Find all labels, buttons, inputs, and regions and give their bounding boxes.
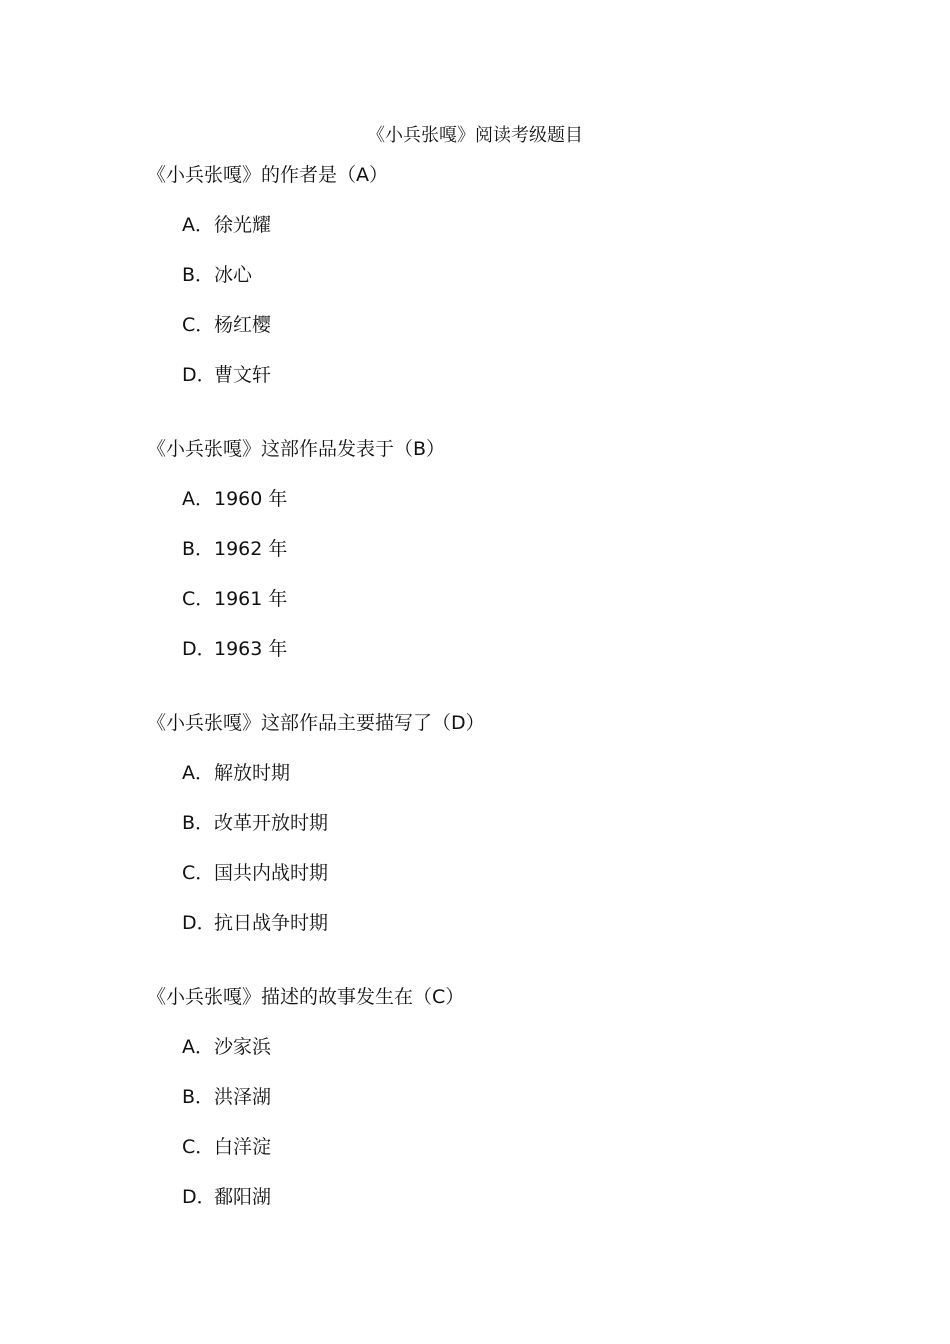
option-letter: A． <box>182 762 214 784</box>
question-3-stem: 《小兵张嘎》这部作品主要描写了（D） <box>147 712 485 734</box>
option-letter: B． <box>182 812 215 834</box>
option-text: 1963 年 <box>214 638 288 660</box>
option-letter: D． <box>182 912 216 934</box>
question-2-option-b <box>182 536 287 562</box>
option-letter: D． <box>182 638 216 660</box>
option-letter: C． <box>182 588 215 610</box>
option-letter: C． <box>182 862 215 884</box>
option-letter: B． <box>182 538 215 560</box>
option-text: 解放时期 <box>214 762 291 784</box>
question-4-option-a <box>182 1034 271 1060</box>
question-2-stem: 《小兵张嘎》这部作品发表于（B） <box>147 438 446 460</box>
option-text: 曹文轩 <box>214 364 272 386</box>
option-text: 洪泽湖 <box>214 1086 272 1108</box>
option-text: 鄱阳湖 <box>214 1186 272 1208</box>
option-text: 抗日战争时期 <box>214 912 329 934</box>
question-1-option-a <box>182 212 271 238</box>
option-text: 白洋淀 <box>214 1136 272 1158</box>
question-4-option-d <box>182 1184 271 1210</box>
option-letter: A． <box>182 214 214 236</box>
option-text: 杨红樱 <box>214 314 272 336</box>
document-title: 《小兵张嘎》阅读考级题目 <box>367 125 583 146</box>
question-4-stem: 《小兵张嘎》描述的故事发生在（C） <box>147 986 465 1008</box>
question-1-stem: 《小兵张嘎》的作者是（A） <box>147 164 388 186</box>
question-4-option-b <box>182 1084 271 1110</box>
option-letter: D． <box>182 364 216 386</box>
option-text: 冰心 <box>214 264 253 286</box>
question-4-option-c <box>182 1134 271 1160</box>
question-3-option-d <box>182 910 328 936</box>
option-text: 1961 年 <box>214 588 288 610</box>
question-3-option-c <box>182 860 328 886</box>
option-letter: C． <box>182 314 215 336</box>
option-text: 1962 年 <box>214 538 288 560</box>
option-text: 沙家浜 <box>214 1036 272 1058</box>
option-letter: D． <box>182 1186 216 1208</box>
question-3-option-b <box>182 810 328 836</box>
question-2-option-d <box>182 636 287 662</box>
option-letter: C． <box>182 1136 215 1158</box>
question-2-option-c <box>182 586 287 612</box>
question-1-option-b <box>182 262 252 288</box>
question-1-option-d <box>182 362 271 388</box>
option-text: 国共内战时期 <box>214 862 329 884</box>
question-2-option-a <box>182 486 287 512</box>
question-3-option-a <box>182 760 290 786</box>
option-letter: A． <box>182 488 214 510</box>
question-1-option-c <box>182 312 271 338</box>
option-text: 徐光耀 <box>214 214 272 236</box>
option-text: 1960 年 <box>214 488 288 510</box>
option-letter: B． <box>182 1086 215 1108</box>
option-letter: B． <box>182 264 215 286</box>
option-letter: A． <box>182 1036 214 1058</box>
option-text: 改革开放时期 <box>214 812 329 834</box>
